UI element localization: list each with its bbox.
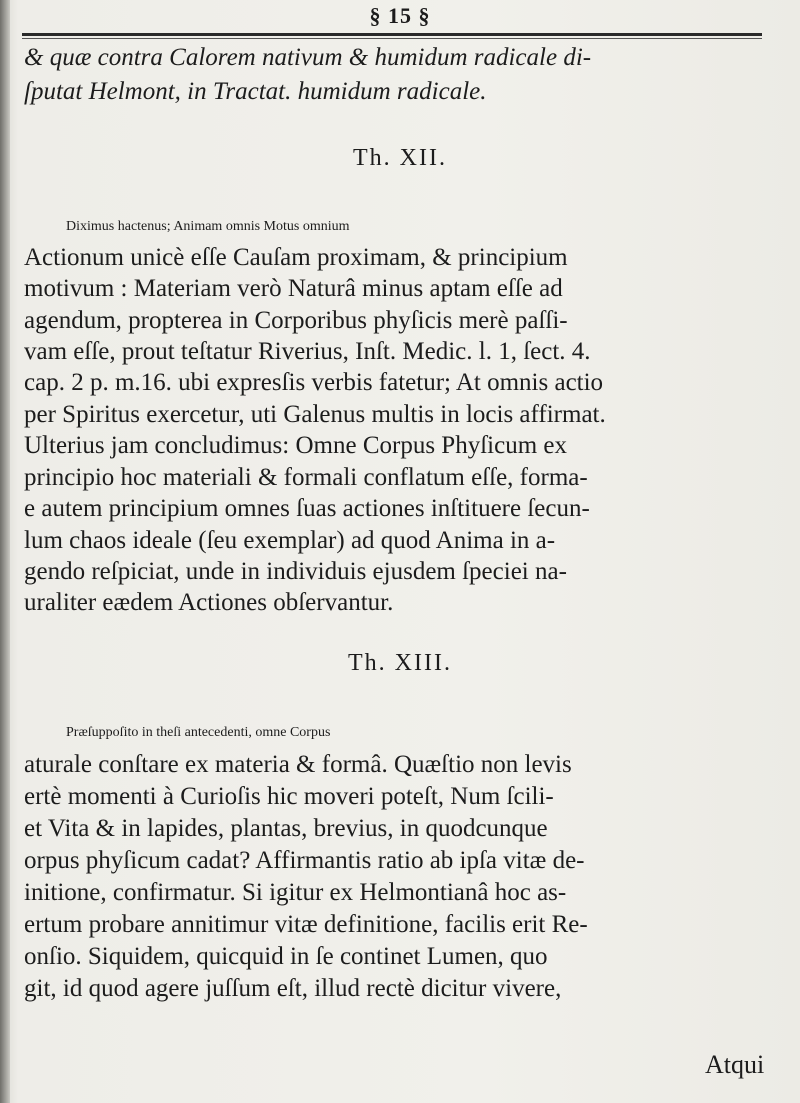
paragraph-line: Actionum unicè eſſe Cauſam proximam, & principium	[24, 244, 568, 271]
page-header	[352, 3, 448, 29]
paragraph-line: ertum probare annitimur vitæ definitione, facilis erit Re-	[24, 911, 588, 938]
paragraph-line: Præſuppoſito in theſi antecedenti, omne Corpus	[66, 725, 331, 740]
paragraph-line: principio hoc materiali & formali conflatum eſſe, forma-	[24, 464, 588, 491]
page-number: 15	[388, 3, 412, 28]
thesis-12-heading: Th. XII.	[353, 145, 447, 171]
paragraph-line: vam eſſe, prout teſtatur Riverius, Inſt. Medic. l. 1, ſect. 4.	[24, 338, 591, 365]
paragraph-line: et Vita & in lapides, plantas, brevius, in quodcunque	[24, 815, 548, 842]
paragraph-line: agendum, propterea in Corporibus phyſicis merè paſſi-	[24, 307, 568, 334]
ornament-right: §	[412, 3, 431, 28]
paragraph-line: orpus phyſicum cadat? Affirmantis ratio ab ipſa vitæ de-	[24, 847, 585, 874]
paragraph-line: initione, confirmatur. Si igitur ex Helmontianâ hoc as-	[24, 879, 567, 906]
header-rule	[22, 33, 762, 36]
catchword: Atqui	[705, 1050, 765, 1079]
paragraph-line: e autem principium omnes ſuas actiones inſtituere ſecun-	[24, 495, 590, 522]
paragraph-line: motivum : Materiam verò Naturâ minus aptam eſſe ad	[24, 275, 563, 302]
paragraph-line: lum chaos ideale (ſeu exemplar) ad quod Anima in a-	[24, 527, 556, 554]
paragraph-line: Diximus hactenus; Animam omnis Motus omnium	[66, 219, 350, 234]
paragraph-line: git, id quod agere juſſum eſt, illud rectè dicitur vivere,	[24, 975, 562, 1002]
paragraph-line: aturale conſtare ex materia & formâ. Quæſtio non levis	[24, 751, 572, 778]
paragraph-line: per Spiritus exercetur, uti Galenus multis in locis affirmat.	[24, 401, 606, 428]
header-rule-thin	[22, 38, 762, 39]
continuation-line: ſputat Helmont, in Tractat. humidum radicale.	[24, 78, 487, 105]
paragraph-line: gendo reſpiciat, unde in individuis ejusdem ſpeciei na-	[24, 558, 567, 585]
paragraph-line: onſio. Siquidem, quicquid in ſe continet Lumen, quo	[24, 943, 548, 970]
thesis-13-heading: Th. XIII.	[348, 650, 452, 676]
continuation-line: & quæ contra Calorem nativum & humidum radicale di-	[24, 44, 592, 71]
paragraph-line: Ulterius jam concludimus: Omne Corpus Phyſicum ex	[24, 432, 567, 459]
paragraph-line: ertè momenti à Curioſis hic moveri poteſt, Num ſcili-	[24, 783, 554, 810]
paragraph-line: uraliter eædem Actiones obſervantur.	[24, 589, 394, 616]
ornament-left: §	[369, 3, 388, 28]
paragraph-line: cap. 2 p. m.16. ubi expresſis verbis fatetur; At omnis actio	[24, 369, 604, 396]
